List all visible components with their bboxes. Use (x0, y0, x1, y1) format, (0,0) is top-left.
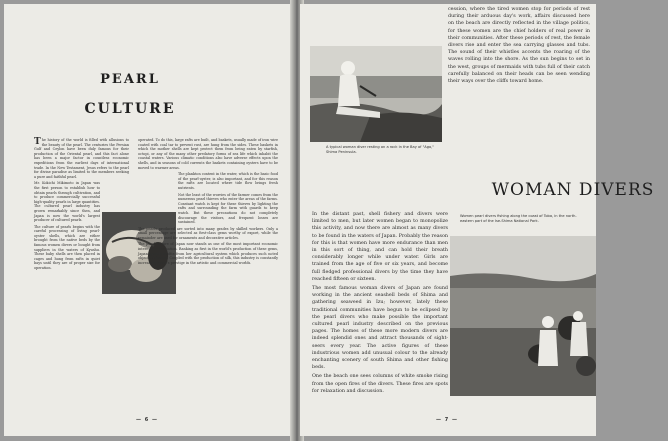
pearl-divers-photo (450, 236, 596, 396)
paragraph: Mr. Kokichi Mikimoto in Japan was the first person to establish how to obtain pearls through cultivation, and to produce commercially successful high-quality pearls in large quantities. The cultured pearl industry has grown remarkably since then, and Japan is now the world's largest producer of cultured pearls. (34, 181, 100, 223)
left-column-2 (138, 138, 278, 420)
title-pearl: PEARL (100, 72, 160, 87)
paragraph: The pearl culture of Japan now stands as one of the most important economic interests of the nation. Ranking as first in the world's production of these gems, Japan greatly profits from her agricultural system which produces such noted objects of beauty. Coupled with the production of silk, this industry is constantly increasing Japan's prestige in the artistic and commercial worlds. (138, 242, 278, 265)
paragraph: The pearls produced are sorted into many grades by skilled workers. Only a small percentage are selected as first-class gems worthy of export, while the remainder are used for ornaments and decorative articles. (138, 226, 278, 240)
paragraph: Not the least of the worries of the farmer comes from the numerous pearl thieves who enter the areas of the farms. Constant watch is kept for these thieves by lighting the rafts and surrounding the farm with guards to keep watch. But these precautions do not completely discourage the visitors, and frequent losses are sustained. (178, 192, 278, 225)
diver-resting-photo (310, 46, 442, 142)
right-page (300, 4, 655, 436)
paragraph-text: he history of the world is filled with allusions to the beauty of the pearl. The centuries the Persian Gulf and Ceylon have been duly famous for their production of the Oriental pearl, and this fact alone has been a major factor in countless economic expeditions from the earliest days of international trade. In the New Testament, Jesus refers to the pearl for divine paradise as limited to the members seeking a pure and faithful pearl. (34, 138, 129, 179)
page-number-left: — 6 — (136, 417, 158, 423)
caption-diver-resting: A typical woman diver resting on a rock in the Bay of "Ago," Shima Peninsula. (326, 145, 434, 154)
paragraph: The plankton content in the water, which is the basic food of the pearl-oyster, is also important, and for this reason the rafts are located where tide flow brings fresh nutrients. (178, 172, 278, 190)
paragraph: In the distant past, shell fishery and divers were limited to men, but later women began to monopolize this activity, and now there are almost as many divers to be found in the waters of Japan. Probably the reason for this is that women have more endurance than men in this sort of thing, and can hold their breath considerably longer while under water. Girls are trained from the age of five or six years, and become full fledged professional divers by the time they have reached fifteen or sixteen. (312, 212, 448, 282)
paragraph: The culture of pearls begins with the careful processing of living pearl-oyster shells, which are either brought from the native beds by the famous women divers or bought from suppliers in the waters of Kyushu. These baby shells are then placed in cages and hung from rafts in quiet bays until they are of proper size for operation. (34, 224, 100, 271)
right-main-column (312, 211, 448, 433)
pearl-divers-image (450, 236, 596, 396)
title-woman-divers: WOMAN DIVERS (491, 180, 655, 200)
diver-resting-image (310, 46, 442, 142)
left-page (4, 4, 293, 436)
drop-cap: T (34, 137, 41, 147)
paragraph: The most famous woman divers of Japan are found working in the ancient seashell beds of Shima and gathering seaweed in Izu; however, lately these traditional communities have begun to be eclipsed by the pearl divers who make possible the important cultured pearl industry described on the previous pages. The homes of these more modern divers are indeed splendid ones and attract thousands of sight-seers every year. The active figures of these industrious women add unusual colour to the already enchanting scenery of south Shima and other fishing beds. (312, 286, 448, 371)
paragraph (34, 138, 129, 179)
paragraph: One the beach one sees columns of white smoke rising from the open fires of the divers. These fires are spots for relaxation and discussion. (312, 374, 448, 394)
title-culture: CULTURE (84, 101, 176, 117)
caption-pearl-divers: Women pearl divers fishing along the coast of Toba, in the north-eastern part of the Ise-Shima National Park. (460, 214, 577, 223)
right-top-column: cession, where the tired women stop for periods of rest during their arduous day's work, affairs discussed here on the beach are directly reflected in the village politics, for these women are the chief holders of real power in their communities. After these periods of rest, the female divers rise and enter the sea carrying glasses and tubs. The sound of their whistles accents the roaring of the waves rolling into the shore. As the sun begins to set in the west, groups of mermaids with tubs full of their catch carefully balanced on their heads can be seen wending their ways over the cliffs toward home. (448, 7, 590, 85)
paragraph: operated. To do this, large rafts are built, and baskets, usually made of iron wire coated with coal tar to prevent rust, are hung from the sides. These baskets in which the mother shells are kept protect them from being eaten by starfish, octopi, or any of the many other predatory forms of sea life which inhabit the coastal waters. Various climatic conditions also have adverse effects upon the shells, and in seasons of cold currents the baskets containing oysters have to be moved to warmer areas. (138, 138, 278, 170)
page-number-right: — 7 — (436, 417, 458, 423)
